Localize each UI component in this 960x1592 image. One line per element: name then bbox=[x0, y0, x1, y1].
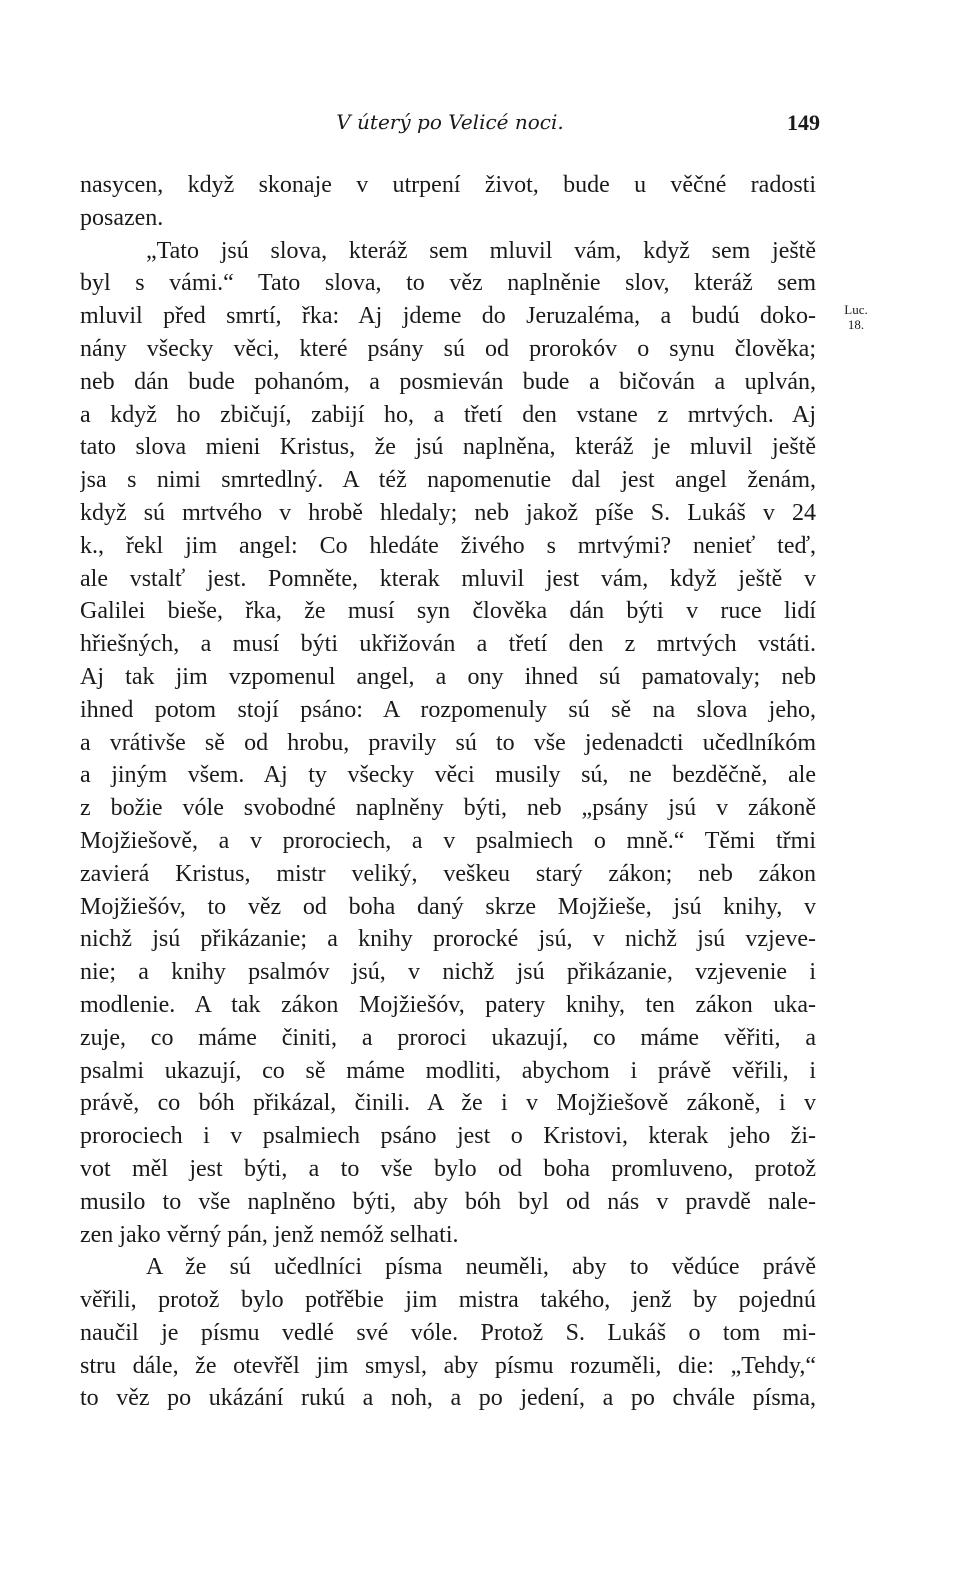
text-line: nie; a knihy psalmóv jsú, v nichž jsú přikázanie, vzjevenie i bbox=[80, 959, 816, 986]
text-line: když sú mrtvého v hrobě hledaly; neb jakož píše S. Lukáš v 24 bbox=[80, 499, 816, 526]
margin-reference-chapter: 18. bbox=[847, 317, 865, 332]
margin-reference bbox=[836, 302, 876, 332]
text-line: právě, co bóh přikázal, činili. A že i v Mojžiešově zákoně, i v bbox=[80, 1090, 816, 1117]
text-line: tato slova mieni Kristus, že jsú naplněna, kteráž je mluvil ještě bbox=[80, 434, 816, 461]
text-line: hřiešných, a musí býti ukřižován a třetí den z mrtvých vstáti. bbox=[80, 631, 816, 658]
text-line: Mojžiešově, a v prorociech, a v psalmiech o mně.“ Těmi třmi bbox=[80, 827, 816, 854]
text-line: musilo to vše naplněno býti, aby bóh byl od nás v pravdě nale- bbox=[80, 1188, 816, 1215]
text-line: nány všecky věci, které psány sú od prorokóv o synu člověka; bbox=[80, 335, 816, 362]
text-line: modlenie. A tak zákon Mojžiešóv, patery knihy, ten zákon uka- bbox=[80, 991, 816, 1018]
text-line: k., řekl jim angel: Co hledáte živého s mrtvými? nenieť teď, bbox=[80, 532, 816, 559]
text-line: a vrátivše sě od hrobu, pravily sú to vše jedenadcti učedlníkóm bbox=[80, 729, 816, 756]
text-line: stru dále, že otevřěl jim smysl, aby písmu rozuměli, die: „Tehdy,“ bbox=[80, 1352, 816, 1379]
body-text bbox=[80, 169, 816, 1415]
margin-reference-book: Luc. bbox=[844, 302, 868, 317]
text-line: a jiným všem. Aj ty všecky věci musily sú, ne bezděčně, ale bbox=[80, 762, 816, 789]
text-line: zavierá Kristus, mistr veliký, veškeu starý zákon; neb zákon bbox=[80, 860, 816, 887]
text-line: z božie vóle svobodné naplněny býti, neb „psány jsú v zákoně bbox=[80, 795, 816, 822]
text-line: posazen. bbox=[80, 204, 164, 231]
text-line: neb dán bude pohanóm, a posmieván bude a bičován a uplván, bbox=[80, 368, 816, 395]
running-head-title: V úterý po Velicé noci. bbox=[336, 110, 564, 134]
text-line: vot měl jest býti, a to vše bylo od boha promluveno, protož bbox=[80, 1155, 816, 1182]
text-line: Mojžiešóv, to věz od boha daný skrze Mojžieše, jsú knihy, v bbox=[80, 893, 816, 920]
text-line: to věz po ukázání rukú a noh, a po jedení, a po chvále písma, bbox=[80, 1385, 816, 1412]
page-number: 149 bbox=[787, 110, 820, 135]
text-line: A že sú učedlníci písma neuměli, aby to vědúce právě bbox=[146, 1254, 816, 1281]
text-line: zuje, co máme činiti, a proroci ukazují, co máme věřiti, a bbox=[80, 1024, 816, 1051]
text-line: věřili, protož bylo potřěbie jim mistra takého, jenž by pojednú bbox=[80, 1287, 816, 1314]
text-line: ale vstalť jest. Pomněte, kterak mluvil jest vám, když ještě v bbox=[80, 565, 816, 592]
text-line: „Tato jsú slova, kteráž sem mluvil vám, když sem ještě bbox=[146, 237, 816, 264]
text-line: naučil je písmu vedlé své vóle. Protož S. Lukáš o tom mi- bbox=[80, 1319, 816, 1346]
text-line: mluvil před smrtí, řka: Aj jdeme do Jeruzaléma, a budú doko- bbox=[80, 303, 816, 330]
text-line: jsa s nimi smrtedlný. A též napomenutie dal jest angel ženám, bbox=[80, 467, 816, 494]
text-line: zen jako věrný pán, jenž nemóž selhati. bbox=[80, 1221, 459, 1248]
running-head bbox=[80, 110, 820, 144]
text-line: Aj tak jim vzpomenul angel, a ony ihned sú pamatovaly; neb bbox=[80, 663, 816, 690]
text-line: nasycen, když skonaje v utrpení život, bude u věčné radosti bbox=[80, 172, 816, 198]
text-line: Galilei bieše, řka, že musí syn člověka dán býti v ruce lidí bbox=[80, 598, 816, 625]
text-line: psalmi ukazují, co sě máme modliti, abychom i právě věřili, i bbox=[80, 1057, 816, 1084]
text-line: ihned potom stojí psáno: A rozpomenuly sú sě na slova jeho, bbox=[80, 696, 816, 723]
text-line: a když ho zbičují, zabijí ho, a třetí den vstane z mrtvých. Aj bbox=[80, 401, 816, 428]
text-line: nichž jsú přikázanie; a knihy prorocké jsú, v nichž jsú vzjeve- bbox=[80, 926, 816, 953]
text-line: prorociech i v psalmiech psáno jest o Kristovi, kterak jeho ži- bbox=[80, 1123, 816, 1150]
text-line: byl s vámi.“ Tato slova, to věz naplněnie slov, kteráž sem bbox=[80, 270, 816, 297]
